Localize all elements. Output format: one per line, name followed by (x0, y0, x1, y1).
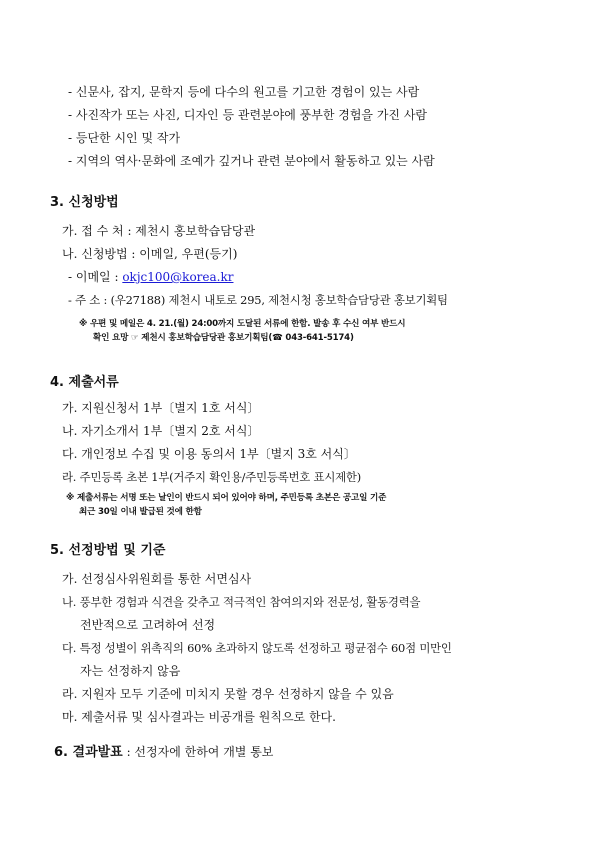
document-note-cont: 최근 30일 이내 발급된 것에 한함 (79, 507, 202, 517)
email-row (68, 269, 233, 285)
criteria-item: 라. 지원자 모두 기준에 미치지 못할 경우 선정하지 않을 수 있음 (62, 687, 394, 701)
criteria-item: 마. 제출서류 및 심사결과는 비공개를 원칙으로 한다. (62, 710, 336, 724)
document-item: 다. 개인정보 수집 및 이용 동의서 1부〔별지 3호 서식〕 (62, 447, 356, 461)
document-item: 라. 주민등록 초본 1부(거주지 확인용/주민등록번호 표시제한) (62, 470, 361, 484)
qualification-item: - 신문사, 잡지, 문학지 등에 다수의 원고를 기고한 경험이 있는 사람 (68, 85, 420, 99)
criteria-item: 나. 풍부한 경험과 식견을 갖추고 적극적인 참여의지와 전문성, 활동경력을 (62, 595, 421, 609)
criteria-item: 다. 특정 성별이 위촉직의 60% 초과하지 않도록 선정하고 평균점수 60점 미만인 (62, 641, 452, 655)
qualification-item: - 등단한 시인 및 작가 (68, 131, 181, 145)
result-announcement-row (54, 744, 273, 761)
reception-office: 가. 접 수 처 : 제천시 홍보학습담당관 (62, 224, 256, 238)
criteria-item: 가. 선정심사위원회를 통한 서면심사 (62, 572, 252, 586)
result-announcement-text: : 선정자에 한하여 개별 통보 (122, 745, 274, 759)
section-heading-application-method: 3. 신청방법 (50, 195, 119, 210)
document-item: 가. 지원신청서 1부〔별지 1호 서식〕 (62, 401, 260, 415)
submission-deadline-note: ※ 우편 및 메일은 4. 21.(월) 24:00까지 도달된 서류에 한함. 발송 후 수신 여부 반드시 (79, 319, 406, 329)
email-label: - 이메일 : (68, 270, 123, 284)
email-link[interactable]: okjc100@korea.kr (122, 270, 234, 284)
qualification-item: - 지역의 역사·문화에 조예가 깊거나 관련 분야에서 활동하고 있는 사람 (68, 154, 435, 168)
postal-address: - 주 소 : (우27188) 제천시 내토로 295, 제천시청 홍보학습담당관 홍보기획팀 (68, 293, 448, 307)
submission-deadline-note-cont: 확인 요망 ☞ 제천시 홍보학습담당관 홍보기획팀(☎ 043-641-5174) (93, 333, 354, 343)
document-item: 나. 자기소개서 1부〔별지 2호 서식〕 (62, 424, 260, 438)
criteria-item-cont: 전반적으로 고려하여 선정 (80, 618, 216, 632)
section-heading-result-announcement: 6. 결과발표 (54, 745, 123, 760)
document-note: ※ 제출서류는 서명 또는 날인이 반드시 되어 있어야 하며, 주민등록 초본은 공고일 기준 (66, 493, 387, 503)
section-heading-selection-criteria: 5. 선정방법 및 기준 (50, 543, 166, 558)
qualification-item: - 사진작가 또는 사진, 디자인 등 관련분야에 풍부한 경험을 가진 사람 (68, 108, 427, 122)
application-method: 나. 신청방법 : 이메일, 우편(등기) (62, 247, 238, 261)
criteria-item-cont: 자는 선정하지 않음 (80, 664, 181, 678)
section-heading-required-documents: 4. 제출서류 (50, 375, 119, 390)
